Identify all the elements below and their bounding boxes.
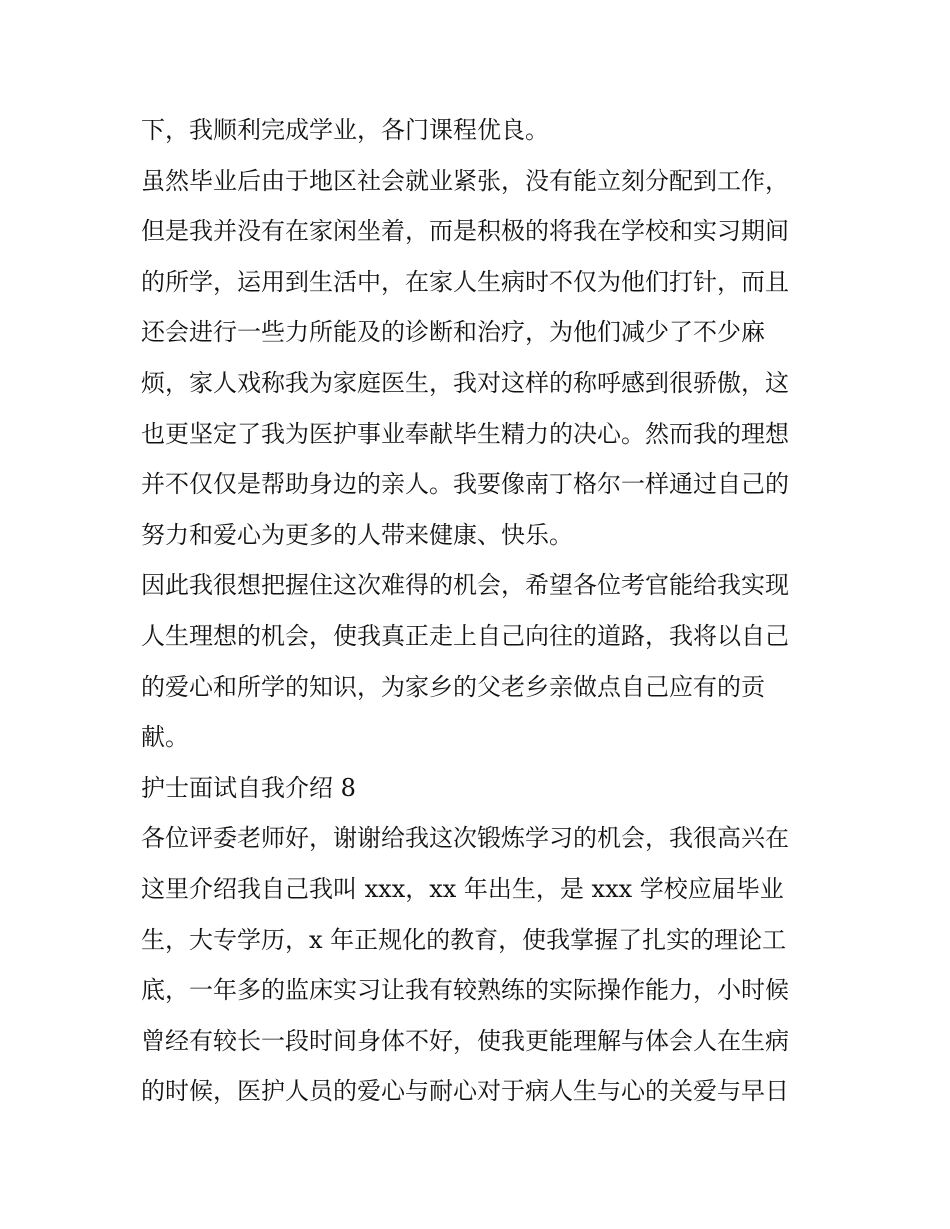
text-line: 并不仅仅是帮助身边的亲人。我要像南丁格尔一样通过自己的 bbox=[141, 470, 789, 499]
text-line: 的时候，医护人员的爱心与耐心对于病人生与心的关爱与早日 bbox=[141, 1077, 789, 1106]
text-line: 烦，家人戏称我为家庭医生，我对这样的称呼感到很骄傲，这 bbox=[141, 368, 789, 397]
heading-text: 护士面试自我介绍 8 bbox=[141, 773, 356, 802]
paragraph-continuation bbox=[141, 105, 821, 156]
paragraph-closing bbox=[141, 560, 821, 762]
text-line: 底，一年多的监床实习让我有较熟练的实际操作能力，小时候 bbox=[141, 976, 789, 1005]
text-line: 这里介绍我自己我叫 xxx，xx 年出生，是 xxx 学校应届毕业 bbox=[141, 874, 784, 903]
document-body bbox=[141, 105, 821, 1117]
text-line: 努力和爱心为更多的人带来健康、快乐。 bbox=[141, 520, 573, 549]
text-line: 下，我顺利完成学业，各门课程优良。 bbox=[141, 116, 549, 144]
text-line: 但是我并没有在家闲坐着，而是积极的将我在学校和实习期间 bbox=[141, 217, 789, 246]
text-line: 各位评委老师好，谢谢给我这次锻炼学习的机会，我很高兴在 bbox=[141, 824, 789, 853]
text-line: 曾经有较长一段时间身体不好，使我更能理解与体会人在生病 bbox=[141, 1026, 789, 1055]
text-line: 因此我很想把握住这次难得的机会，希望各位考官能给我实现 bbox=[141, 571, 789, 600]
paragraph-job-seeking bbox=[141, 156, 821, 561]
text-line: 的所学，运用到生活中，在家人生病时不仅为他们打针，而且 bbox=[141, 267, 789, 296]
text-line: 献。 bbox=[141, 723, 189, 752]
section-heading bbox=[141, 763, 821, 814]
text-line: 人生理想的机会，使我真正走上自己向往的道路，我将以自己 bbox=[141, 621, 789, 650]
text-line: 的爱心和所学的知识，为家乡的父老乡亲做点自己应有的贡 bbox=[141, 672, 765, 701]
paragraph-self-introduction bbox=[141, 813, 821, 1117]
text-line: 虽然毕业后由于地区社会就业紧张，没有能立刻分配到工作， bbox=[141, 166, 789, 195]
text-line: 还会进行一些力所能及的诊断和治疗，为他们减少了不少麻 bbox=[141, 318, 765, 347]
text-line: 生，大专学历，x 年正规化的教育，使我掌握了扎实的理论工 bbox=[141, 925, 787, 954]
text-line: 也更坚定了我为医护事业奉献毕生精力的决心。然而我的理想 bbox=[141, 419, 789, 448]
